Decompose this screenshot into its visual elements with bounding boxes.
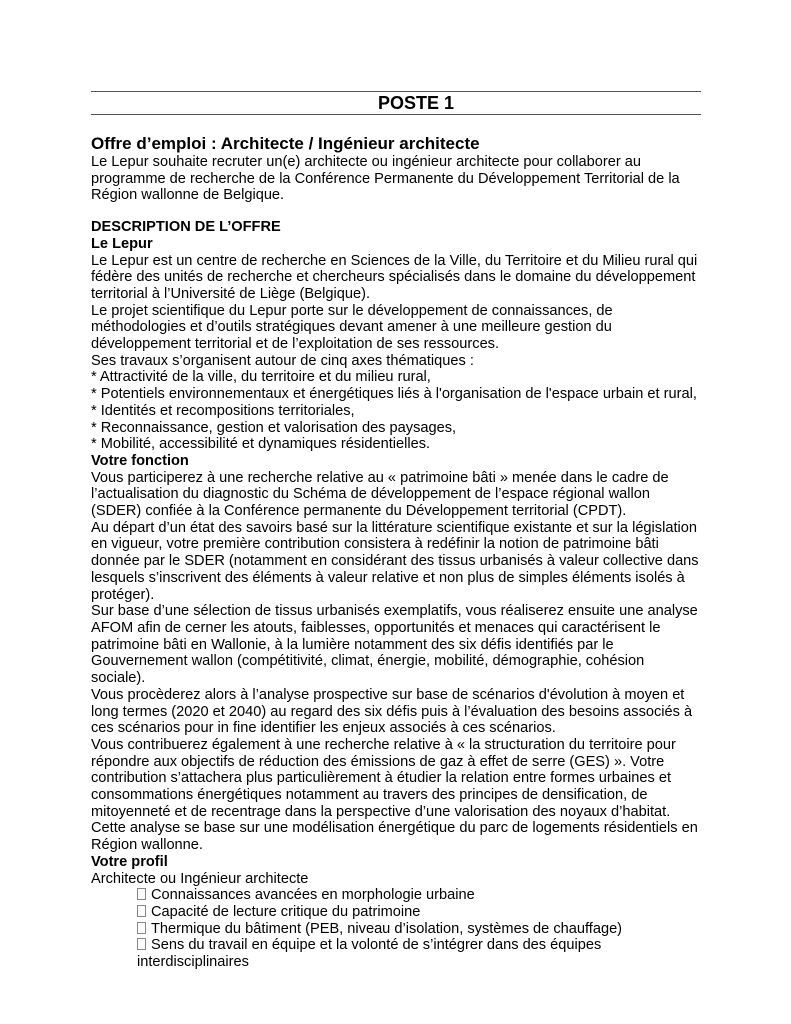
profile-item-text: Thermique du bâtiment (PEB, niveau d’isolation, systèmes de chauffage)	[151, 920, 623, 937]
fonction-paragraph-1: Vous participerez à une recherche relative au « patrimoine bâti » menée dans le cadre de l’actualisation du diagnostic du Schéma de développement de l’espace régional wallon (SDER) confiée à la Conférence permanente du Développement territorial (CPDT).	[91, 469, 669, 520]
checkbox-glyph-icon	[137, 938, 146, 950]
offer-intro: Le Lepur souhaite recruter un(e) architecte ou ingénieur architecte pour collaborer au programme de recherche de la Conférence Permanente du Développement Territorial de la Région wallonne de Belgique.	[91, 154, 680, 204]
profile-item	[137, 937, 701, 954]
lepur-paragraph-1: Le Lepur est un centre de recherche en Sciences de la Ville, du Territoire et du Milieu rural qui fédère des unités de recherche et chercheurs spécialisés dans le domaine du développement territorial à l’Université de Liège (Belgique).	[91, 252, 698, 302]
profile-item	[137, 921, 701, 938]
axis-item: * Identités et recompositions territoriales,	[91, 402, 355, 419]
axis-item: * Attractivité de la ville, du territoire et du milieu rural,	[91, 369, 431, 386]
profile-item	[137, 904, 701, 921]
profil-intro: Architecte ou Ingénieur architecte	[91, 870, 309, 887]
poste-title: POSTE 1	[377, 93, 455, 113]
checkbox-glyph-icon	[137, 922, 146, 934]
axis-item: * Reconnaissance, gestion et valorisation des paysages,	[91, 419, 457, 436]
description-heading: DESCRIPTION DE L’OFFRE	[91, 219, 281, 236]
spacer	[91, 204, 701, 219]
profile-item-text: Sens du travail en équipe et la volonté de s’intégrer dans des équipes	[151, 937, 602, 954]
lepur-paragraph-2: Le projet scientifique du Lepur porte sur le développement de connaissances, de méthodologies et d’outils stratégiques devant amener à une meilleure gestion du développement territorial et de l’exploitation de ses ressources.	[91, 302, 613, 353]
offer-title: Offre d’emploi : Architecte / Ingénieur architecte	[91, 134, 480, 153]
fonction-heading: Votre fonction	[91, 452, 189, 469]
profile-list	[91, 887, 701, 954]
profil-heading: Votre profil	[91, 853, 168, 870]
lepur-heading: Le Lepur	[91, 235, 153, 252]
profile-item-text: Capacité de lecture critique du patrimoine	[151, 903, 421, 920]
document-page	[91, 91, 701, 971]
profile-item	[137, 887, 701, 904]
fonction-paragraph-2: Au départ d’un état des savoirs basé sur la littérature scientifique existante et sur la législation en vigueur, votre première contribution consistera à redéfinir la notion de patrimoine bâti donnée par le SDER (notamment en considérant des tissus urbanisés à valeur collective dans lesquels s’inscrivent des éléments à valeur relative et non plus de simples éléments isolés à protéger).	[91, 519, 699, 603]
profile-item-continuation: interdisciplinaires	[137, 954, 249, 971]
profile-item-text: Connaissances avancées en morphologie urbaine	[151, 887, 475, 904]
lepur-paragraph-3: Ses travaux s’organisent autour de cinq axes thématiques :	[91, 352, 474, 369]
fonction-paragraph-4: Vous procèderez alors à l’analyse prospective sur base de scénarios d'évolution à moyen et long termes (2020 et 2040) au regard des six défis puis à l’évaluation des besoins associés à ces scénarios pour in fine identifier les enjeux associés à ces scénarios.	[91, 686, 693, 737]
checkbox-glyph-icon	[137, 905, 146, 917]
fonction-paragraph-5: Vous contribuerez également à une recherche relative à « la structuration du territoire pour répondre aux objectifs de réduction des émissions de gaz à effet de serre (GES) ». Votre contribution s’attachera plus particulièrement à étudier la relation entre formes urbaines et consommations énergétiques notamment au travers des principes de densification, de mitoyenneté et de recentrage dans la perspective d’une valorisation des noyaux d’habitat. Cette analyse se base sur une modélisation énergétique du parc de logements résidentiels en Région wallonne.	[91, 736, 698, 854]
fonction-paragraph-3: Sur base d’une sélection de tissus urbanisés exemplatifs, vous réaliserez ensuite une analyse AFOM afin de cerner les atouts, faiblesses, opportunités et menaces qui caractérisent le patrimoine bâti en Wallonie, à la lumière notamment des six défis identifiés par le Gouvernement wallon (compétitivité, climat, énergie, mobilité, démographie, cohésion sociale).	[91, 603, 698, 687]
axis-item: * Mobilité, accessibilité et dynamiques résidentielles.	[91, 436, 431, 453]
checkbox-glyph-icon	[137, 888, 146, 900]
axis-item: * Potentiels environnementaux et énergétiques liés à l'organisation de l'espace urbain et rural,	[91, 386, 697, 403]
bottom-rule	[91, 114, 701, 115]
